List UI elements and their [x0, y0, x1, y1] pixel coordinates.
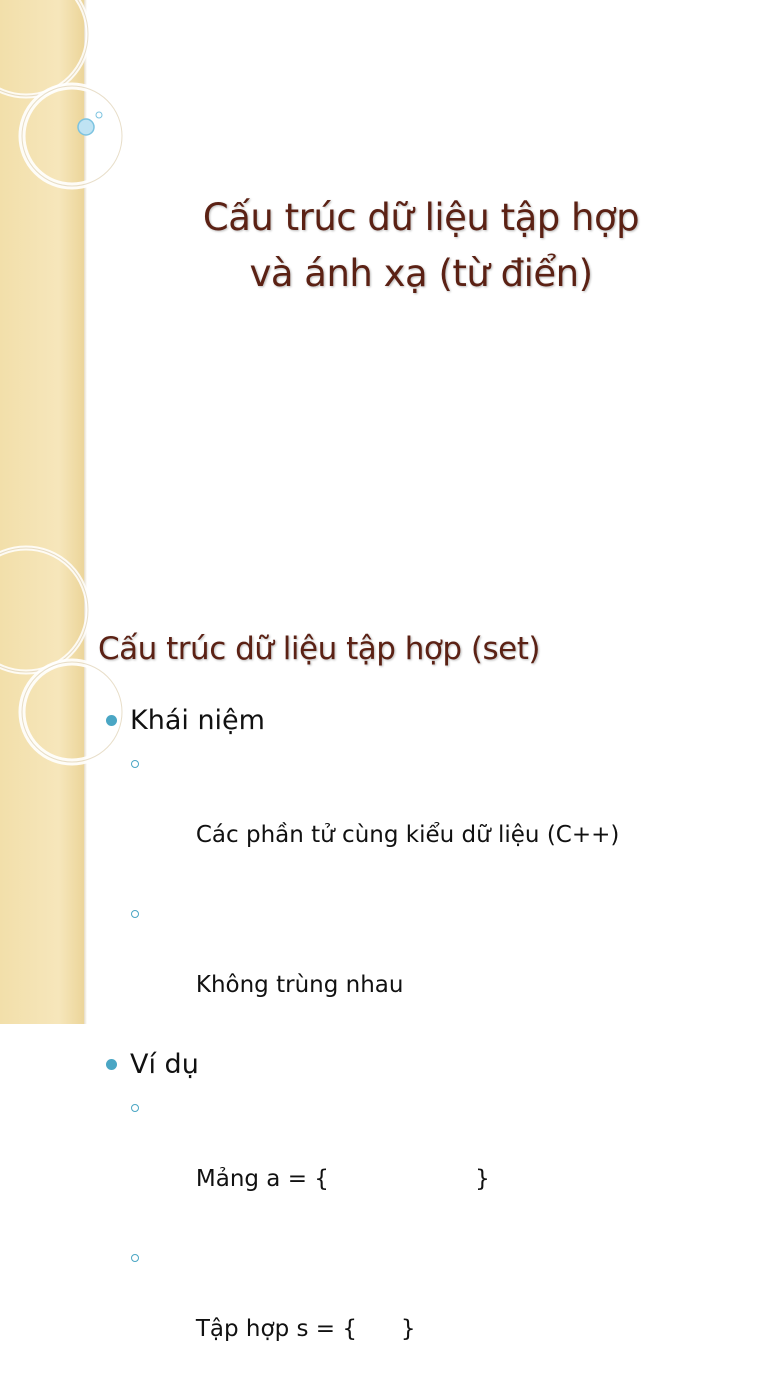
slide-title — [96, 190, 746, 302]
title-line-1: Cấu trúc dữ liệu tập hợp — [202, 196, 640, 239]
sub-bullet-item — [104, 1089, 744, 1233]
sub-bullet-ring-icon — [131, 760, 139, 768]
slide-1 — [0, 0, 768, 576]
sub-bullet-text: Không trùng nhau — [195, 972, 404, 998]
sub-bullet-item — [104, 1239, 744, 1383]
bullet-list — [104, 701, 744, 1389]
sub-bullet-text: Mảng a = { } — [195, 1166, 490, 1192]
sub-bullet-text: Tập hợp s = { } — [195, 1316, 416, 1342]
bullet-item — [104, 701, 744, 741]
sub-bullet-text: Các phần tử cùng kiểu dữ liệu (C++) — [195, 822, 620, 848]
bullet-dot-icon — [106, 1059, 117, 1070]
sub-bullet-item — [104, 745, 744, 889]
slide-title: Cấu trúc dữ liệu tập hợp (set) — [98, 631, 540, 667]
sub-bullet-item — [104, 895, 744, 1039]
slide-2 — [0, 576, 768, 1342]
sub-bullet-ring-icon — [131, 1254, 139, 1262]
bullet-dot-icon — [106, 715, 117, 726]
decorative-rings-icon — [0, 0, 180, 220]
bullet-item — [104, 1045, 744, 1085]
sub-bullet-ring-icon — [131, 910, 139, 918]
bullet-text: Khái niệm — [130, 705, 265, 736]
sub-bullet-ring-icon — [131, 1104, 139, 1112]
bullet-text: Ví dụ — [130, 1049, 199, 1080]
title-line-2: và ánh xạ (từ điển) — [249, 252, 593, 295]
